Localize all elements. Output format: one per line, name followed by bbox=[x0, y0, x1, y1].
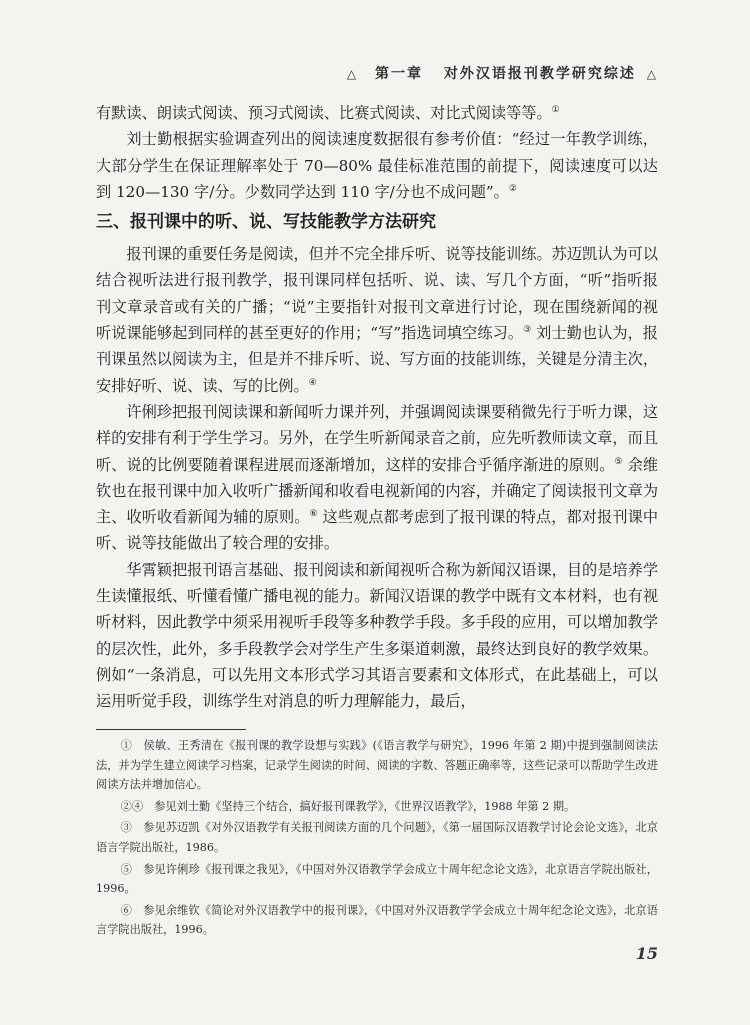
footnote-ref: ④ bbox=[308, 377, 317, 388]
page-number: 15 bbox=[635, 944, 658, 963]
footnote: ③ 参见苏迈凯《对外汉语教学有关报刊阅读方面的几个问题》，《第一届国际汉语教学讨论会论文选》，北京语言学院出版社，1986。 bbox=[96, 821, 658, 854]
footnote: ②④ 参见刘士勤《坚持三个结合，搞好报刊课教学》，《世界汉语教学》，1988 年第 2 期。 bbox=[120, 799, 576, 813]
chapter-title: 对外汉语报刊教学研究综述 bbox=[443, 66, 636, 82]
paragraph: 刘士勤根据实验调查列出的阅读速度数据很有参考价值：“经过一年教学训练，大部分学生在保证理解率处于 70—80% 最佳标准范围的前提下，阅读速度可以达到 120—130 字/分。少数同学达到 110 字/分也不成问题”。② bbox=[96, 130, 658, 201]
footnote-ref: ⑤ bbox=[614, 456, 623, 467]
footnote: ① 侯敏、王秀清在《报刊课的教学设想与实践》(《语言教学与研究》，1996 年第 2 期)中提到强制阅读法法，并为学生建立阅读学习档案，记录学生阅读的时间、阅读的字数、答题正确率等，这些记录可以帮助学生改进阅读方法并增加信心。 bbox=[96, 739, 658, 792]
footnote-ref: ⑥ bbox=[309, 509, 318, 520]
body-text bbox=[96, 100, 658, 715]
paragraph: 华霄颖把报刊语言基础、报刊阅读和新闻视听合称为新闻汉语课，目的是培养学生读懂报纸、听懂看懂广播电视的能力。新闻汉语课的教学中既有文本材料，也有视听材料，因此教学中须采用视听手段等多种教学手段。多手段的应用，可以增加教学的层次性，此外，多手段教学会对学生产生多渠道刺激，最终达到良好的教学效果。例如“一条消息，可以先用文本形式学习其语言要素和文体形式，在此基础上，可以运用听觉手段，训练学生对消息的听力理解能力，最后， bbox=[96, 560, 658, 711]
footnote: ⑤ 参见许俐珍《报刊课之我见》，《中国对外汉语教学学会成立十周年纪念论文选》，北京语言学院出版社，1996。 bbox=[96, 862, 658, 896]
footnote-divider bbox=[96, 729, 246, 730]
paragraph: 报刊课的重要任务是阅读，但并不完全排斥听、说等技能训练。苏迈凯认为可以结合视听法进行报刊教学，报刊课同样包括听、说、读、写几个方面，“听”指听报刊文章录音或有关的广播；“说”主要指针对报刊文章进行讨论，现在围绕新闻的视听说课能够起到同样的甚至更好的作用；“写”指选词填空练习。③ 刘士勤也认为，报刊课虽然以阅读为主，但是并不排斥听、说、写方面的技能训练，关键是分清主次，安排好听、说、读、写的比例。④ bbox=[96, 245, 658, 395]
footnote: ⑥ 参见余维钦《简论对外汉语教学中的报刊课》，《中国对外汉语教学学会成立十周年纪念论文选》，北京语言学院出版社，1996。 bbox=[96, 903, 658, 937]
running-header bbox=[343, 63, 662, 83]
footnote-ref: ② bbox=[508, 183, 517, 194]
footnote-ref: ③ bbox=[523, 325, 532, 336]
chapter-label: 第一章 bbox=[375, 66, 424, 82]
triangle-icon: △ bbox=[646, 67, 658, 81]
paragraph: 有默读、朗读式阅读、预习式阅读、比赛式阅读、对比式阅读等等。① bbox=[96, 104, 560, 122]
footnotes bbox=[96, 736, 658, 942]
section-heading: 三、报刊课中的听、说、写技能教学方法研究 bbox=[96, 212, 436, 233]
paragraph: 许俐珍把报刊阅读课和新闻听力课并列，并强调阅读课要稍微先行于听力课，这样的安排有利于学生学习。另外，在学生听新闻录音之前，应先听教师读文章，而且听、说的比例要随着课程进展而逐渐增加，这样的安排合乎循序渐进的原则。⑤ 余维钦也在报刊课中加入收听广播新闻和收看电视新闻的内容，并确定了阅读报刊文章为主、收听收看新闻为辅的原则。⑥ 这些观点都考虑到了报刊课的特点，都对报刊课中听、说等技能做出了较合理的安排。 bbox=[96, 402, 659, 553]
footnote-ref: ① bbox=[551, 105, 560, 115]
triangle-icon: △ bbox=[346, 67, 359, 81]
